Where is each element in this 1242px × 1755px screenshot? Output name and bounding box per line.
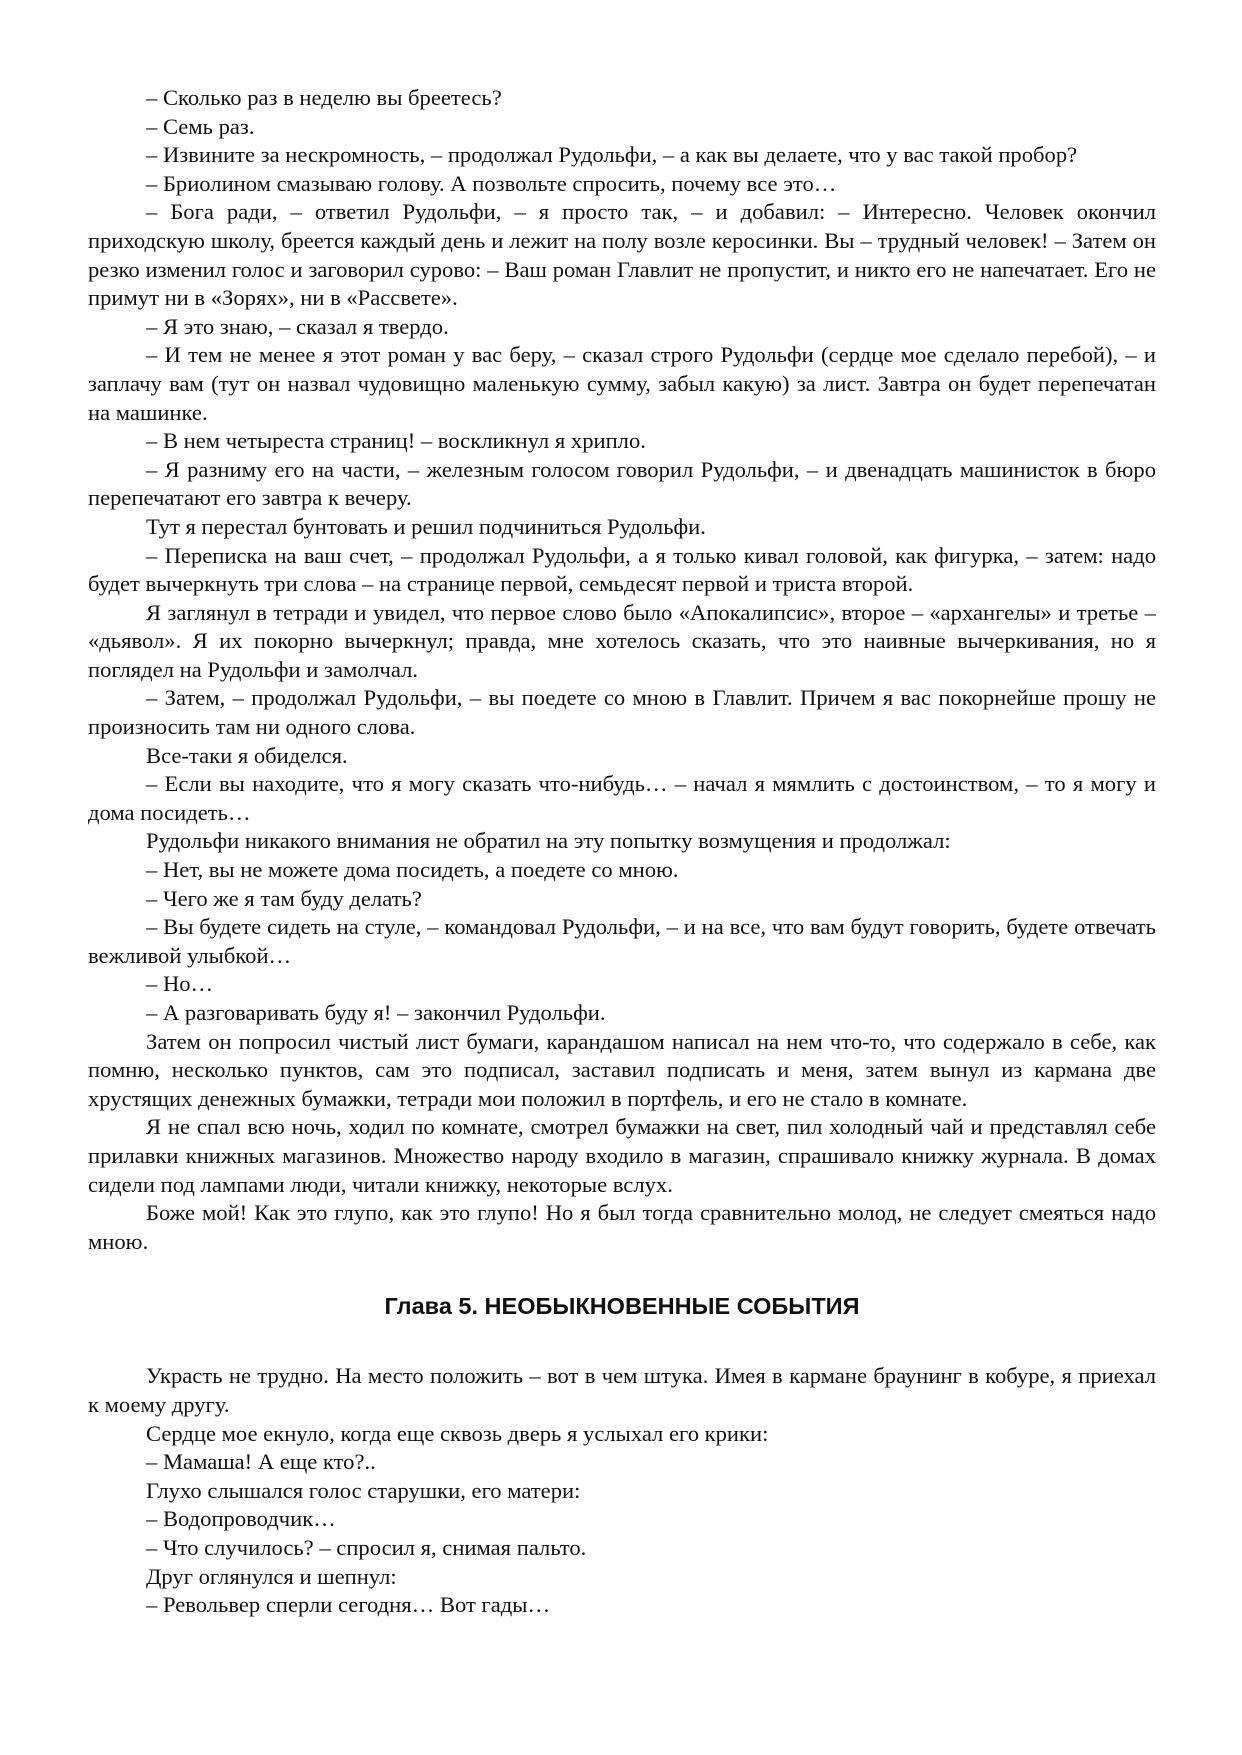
paragraph: – Переписка на ваш счет, – продолжал Рудольфи, а я только кивал головой, как фигурка, – затем: надо будет вычеркнуть три слова – на странице первой, семьдесят первой и триста второй. bbox=[88, 542, 1156, 597]
paragraph: – Я разниму его на части, – железным голосом говорил Рудольфи, – и двенадцать машинисток в бюро перепечатают его завтра к вечеру. bbox=[88, 456, 1156, 511]
paragraph: – И тем не менее я этот роман у вас беру, – сказал строго Рудольфи (сердце мое сделало перебой), – и заплачу вам (тут он назвал чудовищно маленькую сумму, забыл какую) за лист. Завтра он будет перепечатан на машинке. bbox=[88, 342, 1156, 425]
paragraph: Друг оглянулся и шепнул: bbox=[146, 1563, 397, 1589]
paragraph: Глухо слышался голос старушки, его матери: bbox=[146, 1477, 581, 1503]
paragraph: – Семь раз. bbox=[146, 113, 255, 139]
paragraph: – Водопроводчик… bbox=[146, 1506, 336, 1532]
paragraph: – Револьвер сперли сегодня… Вот гады… bbox=[146, 1592, 551, 1618]
paragraph: – Сколько раз в неделю вы бреетесь? bbox=[146, 85, 502, 110]
paragraph: – В нем четыреста страниц! – воскликнул я хрипло. bbox=[146, 428, 646, 454]
paragraph: – Затем, – продолжал Рудольфи, – вы поедете со мною в Главлит. Причем я вас покорнейше прошу не произносить там ни одного слова. bbox=[88, 685, 1156, 740]
section-1 bbox=[88, 84, 1156, 1256]
paragraph: – Я это знаю, – сказал я твердо. bbox=[146, 313, 449, 339]
paragraph: Я не спал всю ночь, ходил по комнате, смотрел бумажки на свет, пил холодный чай и представлял себе прилавки книжных магазинов. Множество народу входило в магазин, спрашивало книжку журнала. В домах сидели под лампами люди, читали книжку, некоторые вслух. bbox=[88, 1114, 1156, 1197]
paragraph: Тут я перестал бунтовать и решил подчиниться Рудольфи. bbox=[146, 513, 706, 539]
paragraph: – Что случилось? – спросил я, снимая пальто. bbox=[146, 1534, 587, 1560]
paragraph: Боже мой! Как это глупо, как это глупо! Но я был тогда сравнительно молод, не следует смеяться надо мною. bbox=[88, 1200, 1156, 1254]
paragraph: – Нет, вы не можете дома посидеть, а поедете со мною. bbox=[146, 857, 679, 883]
paragraph: – Мамаша! А еще кто?.. bbox=[146, 1449, 376, 1475]
paragraph: – А разговаривать буду я! – закончил Рудольфи. bbox=[146, 1000, 606, 1025]
paragraph: – Бриолином смазываю голову. А позвольте спросить, почему все это… bbox=[146, 170, 837, 196]
paragraph: Затем он попросил чистый лист бумаги, карандашом написал на нем что-то, что содержало в себе, как помню, несколько пунктов, сам это подписал, заставил подписать и меня, затем вынул из кармана две хрустящих денежных бумажки, тетради мои положил в портфель, и его не стало в комнате. bbox=[88, 1028, 1156, 1111]
paragraph: – Бога ради, – ответил Рудольфи, – я просто так, – и добавил: – Интересно. Человек окончил приходскую школу, бреется каждый день и лежит на полу возле керосинки. Вы – трудный человек! – Затем он резко изменил голос и заговорил сурово: – Ваш роман Главлит не пропустит, и никто его не напечатает. Его не примут ни в «Зорях», ни в «Рассвете». bbox=[88, 199, 1156, 311]
paragraph: – Но… bbox=[146, 971, 214, 997]
paragraph: Я заглянул в тетради и увидел, что первое слово было «Апокалипсис», второе – «архангелы» и третье – «дьявол». Я их покорно вычеркнул; правда, мне хотелось сказать, что это наивные вычеркивания, но я поглядел на Рудольфи и замолчал. bbox=[88, 599, 1156, 682]
paragraph: – Вы будете сидеть на стуле, – командовал Рудольфи, – и на все, что вам будут говорить, будете отвечать вежливой улыбкой… bbox=[88, 914, 1156, 968]
paragraph: Украсть не трудно. На место положить – вот в чем штука. Имея в кармане браунинг в кобуре, я приехал к моему другу. bbox=[88, 1363, 1156, 1417]
paragraph: Рудольфи никакого внимания не обратил на эту попытку возмущения и продолжал: bbox=[146, 828, 951, 854]
paragraph: – Чего же я там буду делать? bbox=[146, 885, 422, 911]
paragraph: Сердце мое екнуло, когда еще сквозь дверь я услыхал его крики: bbox=[146, 1420, 769, 1446]
chapter-title: Глава 5. НЕОБЫКНОВЕННЫЕ СОБЫТИЯ bbox=[384, 1293, 860, 1320]
paragraph: Все-таки я обиделся. bbox=[146, 742, 348, 768]
document-page bbox=[88, 84, 1156, 1620]
section-2 bbox=[88, 1362, 1156, 1619]
paragraph: – Если вы находите, что я могу сказать что-нибудь… – начал я мямлить с достоинством, – то я могу и дома посидеть… bbox=[88, 771, 1156, 825]
paragraph: – Извините за нескромность, – продолжал Рудольфи, – а как вы делаете, что у вас такой пробор? bbox=[146, 142, 1078, 168]
